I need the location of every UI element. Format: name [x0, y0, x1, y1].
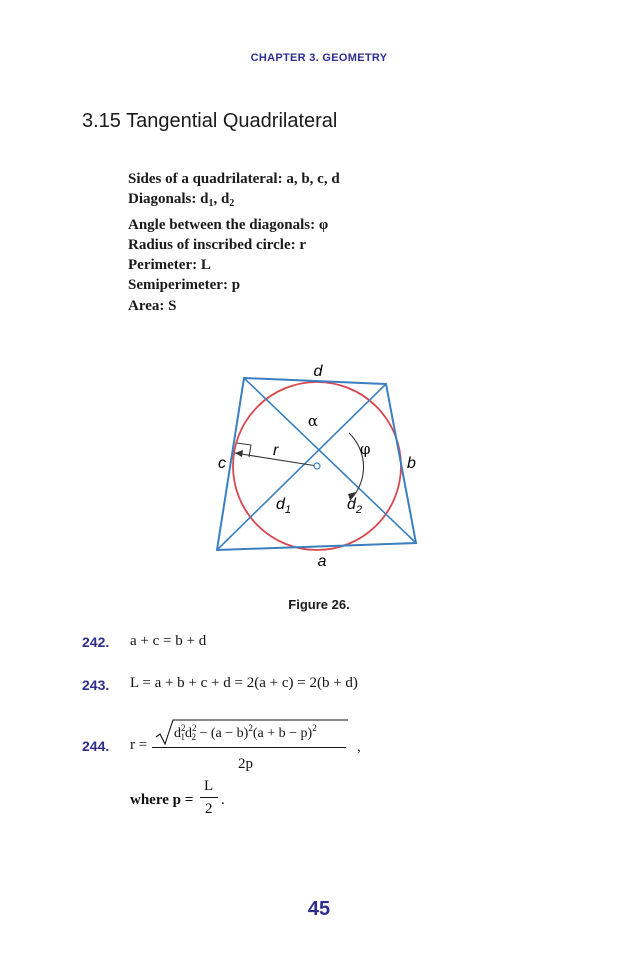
section-title: 3.15 Tangential Quadrilateral: [82, 110, 338, 132]
fraction-bar-where: [200, 797, 218, 798]
def-semiperimeter: Semiperimeter: p: [128, 277, 241, 294]
formula-243: L = a + b + c + d = 2(a + c) = 2(b + d): [130, 675, 358, 691]
def-diagonals-label: Diagonals:: [128, 191, 197, 208]
def-angle: Angle between the diagonals: φ: [128, 216, 329, 233]
center-point: [314, 463, 320, 469]
radius-arrowhead: [235, 450, 243, 457]
def-area: Area: S: [128, 297, 177, 314]
label-phi: φ: [360, 440, 371, 458]
formula-244-trail: ,: [357, 739, 361, 755]
def-sides: Sides of a quadrilateral: a, b, c, d: [128, 171, 340, 187]
formula-number-243: 243.: [82, 677, 110, 693]
label-right-b: b: [407, 455, 416, 472]
formula-number-244: 244.: [82, 738, 110, 754]
figure-caption: Figure 26.: [288, 597, 350, 612]
formula-244-numerator: $d^2_1d^2_2 - (a - b)^2(a + b - p)^2$: [174, 723, 317, 742]
label-left-c: c: [218, 455, 226, 472]
fraction-bar-244: [152, 747, 346, 748]
def-radius: Radius of inscribed circle: r: [128, 236, 307, 253]
def-perimeter: Perimeter: L: [128, 257, 211, 274]
formula-244-where-trail: .: [221, 792, 225, 808]
chapter-header: CHAPTER 3. GEOMETRY: [250, 52, 388, 64]
label-alpha: α: [307, 412, 319, 430]
def-diagonals: Diagonals: $d_1$, $d_2$: [128, 191, 235, 210]
label-d1: $d_1$: [276, 496, 292, 516]
formula-244-where-numerator: L: [204, 778, 214, 794]
formula-number-242: 242.: [82, 634, 110, 650]
formula-244-denominator: 2p: [238, 756, 253, 772]
page-number: 45: [307, 898, 331, 920]
formula-244-lhs: r =: [130, 737, 148, 753]
diagonal-d2: [217, 384, 386, 550]
formula-244-where: where p =: [130, 792, 194, 808]
tangential-quadrilateral-figure: [210, 362, 430, 572]
label-r: r: [273, 442, 279, 459]
formula-242: a + c = b + d: [130, 633, 207, 649]
definitions-list: [128, 169, 340, 316]
label-top-d: d: [313, 363, 323, 380]
label-d2: $d_2$: [347, 496, 363, 516]
formula-244-where-denominator: 2: [205, 801, 213, 817]
label-bottom-a: a: [317, 553, 327, 570]
